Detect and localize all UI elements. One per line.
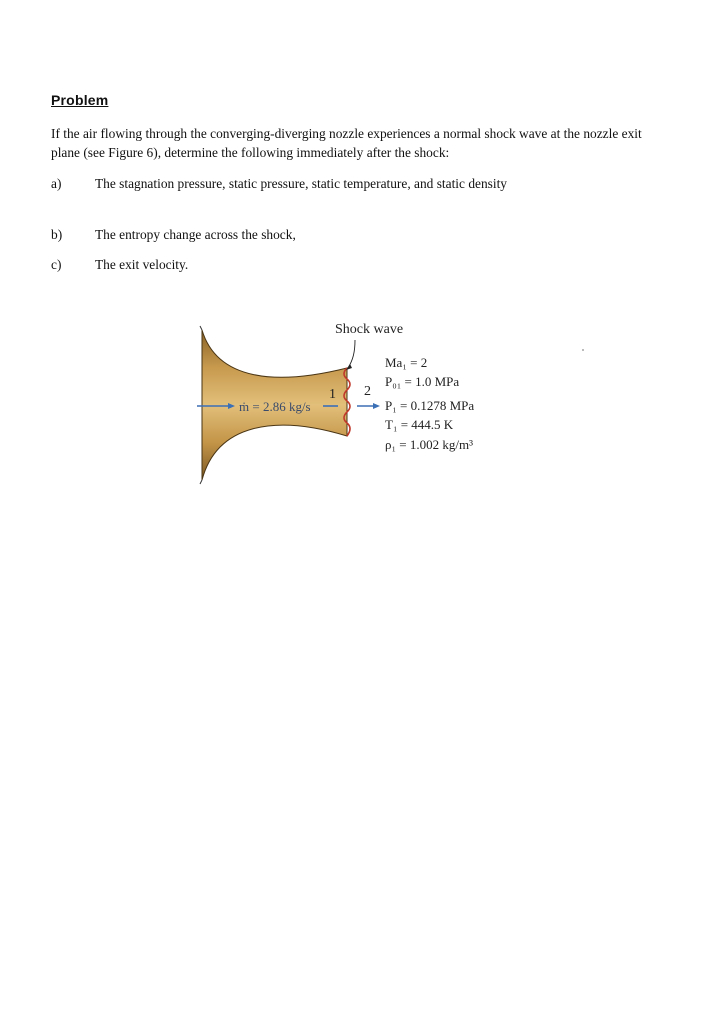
item-text: The exit velocity. (95, 257, 189, 272)
nozzle-figure (195, 318, 505, 488)
nozzle-diagram (195, 318, 505, 488)
item-label: b) (51, 227, 63, 242)
condition-mach: Ma₁ = 2 (385, 355, 428, 370)
station-2-label: 2 (364, 384, 371, 399)
item-label: a) (51, 176, 62, 191)
condition-density: ρ₁ = 1.002 kg/m³ (385, 437, 473, 452)
item-text: The stagnation pressure, static pressure, static temperature, and static density (95, 176, 507, 191)
item-label: c) (51, 257, 62, 272)
condition-stagnation-pressure: P₀₁ = 1.0 MPa (385, 374, 460, 389)
problem-statement: If the air flowing through the converging-diverging nozzle experiences a normal shock wave at the nozzle exit plane (see Figure 6), determine the following immediately after the shock: (51, 126, 642, 160)
station-1-label: 1 (329, 387, 336, 402)
condition-static-pressure: P₁ = 0.1278 MPa (385, 398, 475, 413)
shock-pointer (348, 340, 355, 368)
scan-speck (582, 349, 584, 351)
shock-wave-label: Shock wave (335, 322, 404, 337)
item-text: The entropy change across the shock, (95, 227, 296, 242)
problem-heading: Problem (51, 92, 109, 108)
mass-flow-label: ṁ = 2.86 kg/s (239, 399, 311, 414)
condition-temperature: T₁ = 444.5 K (385, 417, 454, 432)
